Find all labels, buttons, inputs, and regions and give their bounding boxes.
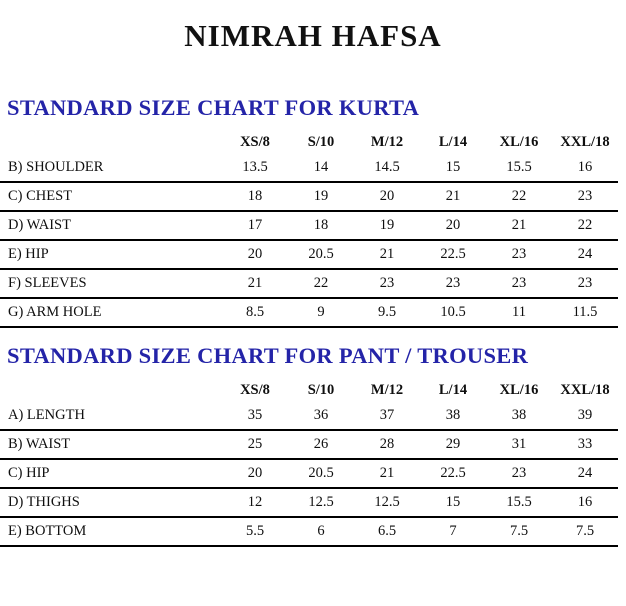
measurement-value: 6.5 [377, 523, 397, 539]
measurement-value: 8.5 [245, 304, 265, 320]
measurement-row [0, 431, 618, 460]
measurement-value: 20 [247, 465, 263, 481]
measurement-label: E) HIP [8, 246, 49, 262]
measurement-row [0, 241, 618, 270]
measurement-value: 15.5 [506, 494, 532, 510]
measurement-label: D) WAIST [8, 217, 71, 233]
measurement-value: 23 [577, 188, 593, 204]
measurement-value: 37 [379, 407, 395, 423]
measurement-row [0, 154, 618, 183]
measurement-value: 15.5 [506, 159, 532, 175]
measurement-value: 12.5 [374, 494, 400, 510]
size-column-header: XXL/18 [560, 381, 610, 398]
measurement-value: 23 [511, 465, 527, 481]
measurement-value: 25 [247, 436, 263, 452]
measurement-value: 20 [379, 188, 395, 204]
measurement-value: 19 [379, 217, 395, 233]
measurement-value: 15 [445, 159, 461, 175]
measurement-value: 5.5 [245, 523, 265, 539]
measurement-value: 22 [313, 275, 329, 291]
measurement-value: 38 [445, 407, 461, 423]
measurement-value: 23 [511, 275, 527, 291]
measurement-label: G) ARM HOLE [8, 304, 102, 320]
measurement-label: F) SLEEVES [8, 275, 87, 291]
measurement-value: 24 [577, 465, 593, 481]
measurement-value: 20 [247, 246, 263, 262]
measurement-value: 13.5 [242, 159, 268, 175]
measurement-value: 18 [247, 188, 263, 204]
measurement-label: D) THIGHS [8, 494, 80, 510]
measurement-value: 31 [511, 436, 527, 452]
measurement-value: 16 [577, 159, 593, 175]
size-column-header: S/10 [307, 381, 335, 398]
pant-size-chart-section [0, 343, 626, 547]
measurement-label: B) SHOULDER [8, 159, 104, 175]
measurement-value: 9 [317, 304, 325, 320]
measurement-row [0, 518, 618, 547]
measurement-value: 21 [511, 217, 527, 233]
kurta-size-chart-section [0, 95, 626, 328]
measurement-value: 21 [445, 188, 461, 204]
measurement-value: 26 [313, 436, 329, 452]
size-column-header: XL/16 [499, 133, 539, 150]
measurement-row [0, 270, 618, 299]
measurement-label: E) BOTTOM [8, 523, 87, 539]
measurement-value: 20.5 [308, 465, 334, 481]
measurement-value: 14 [313, 159, 329, 175]
measurement-value: 23 [577, 275, 593, 291]
size-column-header: XXL/18 [560, 133, 610, 150]
measurement-value: 20.5 [308, 246, 334, 262]
size-column-header: XS/8 [240, 381, 270, 398]
measurement-value: 10.5 [440, 304, 466, 320]
measurement-row [0, 212, 618, 241]
measurement-value: 39 [577, 407, 593, 423]
kurta-size-table [0, 130, 618, 328]
size-columns-header-row [0, 378, 618, 402]
measurement-value: 38 [511, 407, 527, 423]
measurement-row [0, 299, 618, 328]
measurement-value: 22 [511, 188, 527, 204]
size-column-header: L/14 [438, 381, 468, 398]
measurement-value: 19 [313, 188, 329, 204]
measurement-value: 12.5 [308, 494, 334, 510]
size-chart-document [0, 16, 626, 606]
measurement-value: 15 [445, 494, 461, 510]
measurement-value: 21 [379, 246, 395, 262]
measurement-value: 7.5 [575, 523, 595, 539]
measurement-label: B) WAIST [8, 436, 71, 452]
size-column-header: S/10 [307, 133, 335, 150]
measurement-value: 16 [577, 494, 593, 510]
kurta-chart-heading: STANDARD SIZE CHART FOR KURTA [7, 95, 420, 120]
pant-size-table [0, 378, 618, 547]
measurement-value: 28 [379, 436, 395, 452]
measurement-row [0, 183, 618, 212]
measurement-value: 22.5 [440, 465, 466, 481]
measurement-label: A) LENGTH [8, 407, 85, 423]
measurement-row [0, 402, 618, 431]
size-columns-header-row [0, 130, 618, 154]
measurement-value: 33 [577, 436, 593, 452]
measurement-value: 11 [512, 304, 526, 320]
measurement-row [0, 489, 618, 518]
measurement-value: 24 [577, 246, 593, 262]
size-column-header: XL/16 [499, 381, 539, 398]
measurement-value: 23 [445, 275, 461, 291]
measurement-value: 20 [445, 217, 461, 233]
pant-chart-heading: STANDARD SIZE CHART FOR PANT / TROUSER [7, 343, 529, 368]
measurement-value: 14.5 [374, 159, 400, 175]
measurement-value: 35 [247, 407, 263, 423]
measurement-value: 7.5 [509, 523, 529, 539]
measurement-value: 22.5 [440, 246, 466, 262]
size-column-header: L/14 [438, 133, 468, 150]
measurement-value: 23 [511, 246, 527, 262]
measurement-value: 21 [379, 465, 395, 481]
measurement-value: 21 [247, 275, 263, 291]
measurement-value: 23 [379, 275, 395, 291]
measurement-label: C) CHEST [8, 188, 73, 204]
measurement-value: 17 [247, 217, 263, 233]
measurement-value: 11.5 [572, 304, 598, 320]
size-column-header: M/12 [370, 133, 404, 150]
measurement-value: 9.5 [377, 304, 397, 320]
measurement-row [0, 460, 618, 489]
measurement-value: 29 [445, 436, 461, 452]
brand-title: NIMRAH HAFSA [184, 18, 442, 53]
measurement-value: 36 [313, 407, 329, 423]
measurement-value: 6 [317, 523, 325, 539]
size-column-header: M/12 [370, 381, 404, 398]
size-column-header: XS/8 [240, 133, 270, 150]
measurement-value: 22 [577, 217, 593, 233]
measurement-label: C) HIP [8, 465, 50, 481]
measurement-value: 12 [247, 494, 263, 510]
measurement-value: 18 [313, 217, 329, 233]
measurement-value: 7 [449, 523, 457, 539]
